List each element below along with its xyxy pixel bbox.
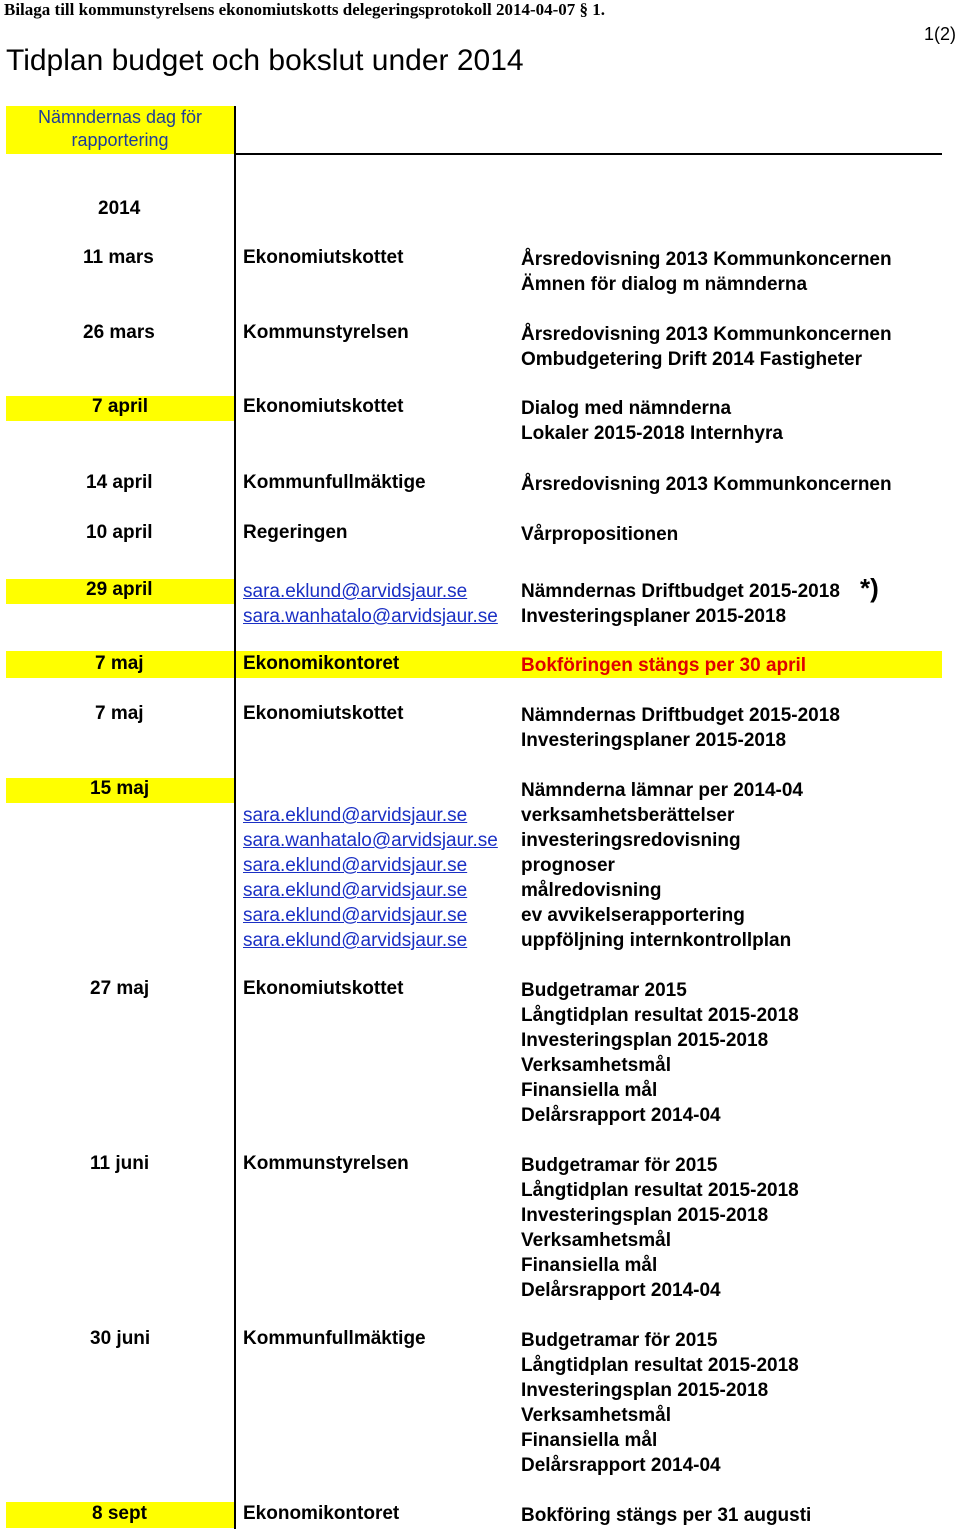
entry-item: uppföljning internkontrollplan <box>521 930 792 951</box>
header-rule <box>236 153 942 155</box>
entry-body: Regeringen <box>243 522 348 543</box>
protocol-line: Bilaga till kommunstyrelsens ekonomiutskotts delegeringsprotokoll 2014-04-07 § 1. <box>4 0 606 19</box>
entry-date: 15 maj <box>90 778 150 799</box>
entry-item: Långtidplan resultat 2015-2018 <box>521 1355 799 1376</box>
email-link[interactable]: sara.eklund@arvidsjaur.se <box>243 905 468 926</box>
entry-item: Investeringsplan 2015-2018 <box>521 1205 769 1226</box>
entry-item: Verksamhetsmål <box>521 1055 671 1076</box>
footnote-marker: *) <box>860 573 879 603</box>
entry-body: Kommunstyrelsen <box>243 322 409 343</box>
entry-date: 29 april <box>86 579 153 600</box>
entry-item: Vårpropositionen <box>521 524 679 545</box>
entry-body: Ekonomikontoret <box>243 1503 400 1524</box>
entry-body: Ekonomiutskottet <box>243 396 404 417</box>
entry-item: Investeringsplan 2015-2018 <box>521 1030 769 1051</box>
entry-date: 11 juni <box>90 1153 150 1174</box>
email-link[interactable]: sara.wanhatalo@arvidsjaur.se <box>243 606 498 627</box>
entry-item: Nämndernas Driftbudget 2015-2018 <box>521 581 840 602</box>
entry-body: Ekonomiutskottet <box>243 703 404 724</box>
entry-item: målredovisning <box>521 880 662 901</box>
entry-item: Investeringsplan 2015-2018 <box>521 1380 769 1401</box>
entry-item: Delårsrapport 2014-04 <box>521 1455 721 1476</box>
entry-item: Långtidplan resultat 2015-2018 <box>521 1005 799 1026</box>
entry-item: verksamhetsberättelser <box>521 805 735 826</box>
entry-body: Kommunfullmäktige <box>243 1328 426 1349</box>
entry-item: investeringsredovisning <box>521 830 741 851</box>
email-link[interactable]: sara.eklund@arvidsjaur.se <box>243 880 468 901</box>
entry-item: Bokföringen stängs per 30 april <box>521 655 807 676</box>
entry-item: Budgetramar för 2015 <box>521 1155 718 1176</box>
entry-item: Årsredovisning 2013 Kommunkoncernen <box>521 249 892 270</box>
column-heading-line1: Nämndernas dag för <box>37 107 203 127</box>
entry-item: Nämnderna lämnar per 2014-04 <box>521 780 803 801</box>
entry-date: 30 juni <box>90 1328 151 1349</box>
entry-body: Kommunstyrelsen <box>243 1153 409 1174</box>
entry-item: Dialog med nämnderna <box>521 398 732 419</box>
entry-item: Budgetramar 2015 <box>521 980 687 1001</box>
entry-item: Bokföring stängs per 31 augusti <box>521 1505 812 1526</box>
document-title: Tidplan budget och bokslut under 2014 <box>6 44 524 77</box>
entry-item: Investeringsplaner 2015-2018 <box>521 730 787 751</box>
entry-body: Ekonomiutskottet <box>243 978 404 999</box>
entry-item: Finansiella mål <box>521 1430 658 1451</box>
entry-item: Finansiella mål <box>521 1255 658 1276</box>
entry-body: Kommunfullmäktige <box>243 472 426 493</box>
entry-date: 8 sept <box>92 1503 147 1524</box>
entry-item: Lokaler 2015-2018 Internhyra <box>521 423 783 444</box>
entry-date: 11 mars <box>83 247 154 268</box>
entry-date: 7 april <box>92 396 148 417</box>
entry-item: Årsredovisning 2013 Kommunkoncernen <box>521 324 892 345</box>
entry-date: 26 mars <box>83 322 155 343</box>
email-link[interactable]: sara.eklund@arvidsjaur.se <box>243 855 468 876</box>
entry-item: Verksamhetsmål <box>521 1230 671 1251</box>
entry-item: Finansiella mål <box>521 1080 658 1101</box>
entry-item: prognoser <box>521 855 615 876</box>
entry-item: Ombudgetering Drift 2014 Fastigheter <box>521 349 863 370</box>
column-divider <box>234 106 236 1529</box>
entry-item: Årsredovisning 2013 Kommunkoncernen <box>521 474 892 495</box>
entry-body: Ekonomikontoret <box>243 653 400 674</box>
entry-date: 14 april <box>86 472 153 493</box>
year-label: 2014 <box>98 198 141 219</box>
column-heading-line2: rapportering <box>71 130 169 150</box>
entry-item: Delårsrapport 2014-04 <box>521 1280 721 1301</box>
entry-item: Delårsrapport 2014-04 <box>521 1105 721 1126</box>
entry-date: 27 maj <box>90 978 150 999</box>
email-link[interactable]: sara.eklund@arvidsjaur.se <box>243 930 468 951</box>
entry-item: Nämndernas Driftbudget 2015-2018 <box>521 705 840 726</box>
entry-item: Långtidplan resultat 2015-2018 <box>521 1180 799 1201</box>
email-link[interactable]: sara.eklund@arvidsjaur.se <box>243 805 468 826</box>
email-link[interactable]: sara.eklund@arvidsjaur.se <box>243 581 468 602</box>
column-heading <box>6 106 234 154</box>
entry-date: 7 maj <box>95 653 144 674</box>
entry-item: Investeringsplaner 2015-2018 <box>521 606 787 627</box>
entry-body: Ekonomiutskottet <box>243 247 404 268</box>
entry-item: Budgetramar för 2015 <box>521 1330 718 1351</box>
entry-date: 10 april <box>86 522 153 543</box>
page-number: 1(2) <box>923 24 956 44</box>
entry-item: ev avvikelserapportering <box>521 905 745 926</box>
email-link[interactable]: sara.wanhatalo@arvidsjaur.se <box>243 830 498 851</box>
entry-item: Ämnen för dialog m nämnderna <box>521 274 808 295</box>
entry-item: Verksamhetsmål <box>521 1405 671 1426</box>
entry-date: 7 maj <box>95 703 144 724</box>
